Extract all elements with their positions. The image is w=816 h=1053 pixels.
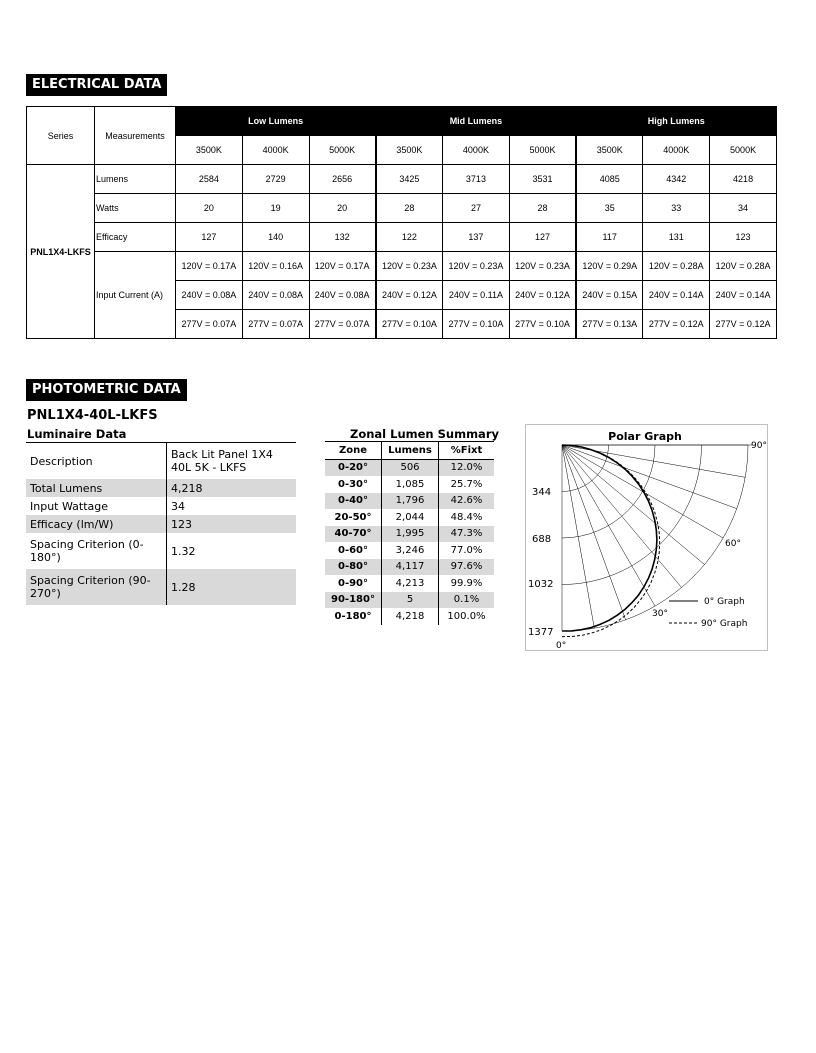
- electrical-table: [26, 106, 777, 339]
- luminaire-value: 34: [167, 497, 297, 515]
- kelvin-header: 4000K: [643, 136, 710, 165]
- series-name: PNL1X4-LKFS: [27, 165, 95, 339]
- table-cell: 4085: [576, 165, 643, 194]
- table-cell: 127: [176, 223, 243, 252]
- table-cell: 3425: [376, 165, 443, 194]
- zonal-zone: 0-20°: [325, 459, 382, 476]
- table-row: [27, 194, 777, 223]
- zonal-lumens: 1,796: [382, 493, 439, 510]
- zonal-fixt: 47.3%: [439, 526, 495, 543]
- zonal-row: [325, 608, 494, 625]
- zonal-row: [325, 476, 494, 493]
- zonal-zone: 0-90°: [337, 577, 369, 589]
- zonal-lumens: 2,044: [382, 509, 439, 526]
- table-cell: 240V = 0.08A: [176, 281, 243, 310]
- table-cell: 35: [576, 194, 643, 223]
- legend-90-label: 90° Graph: [701, 619, 748, 629]
- table-cell: 277V = 0.07A: [242, 310, 309, 339]
- table-cell: 120V = 0.29A: [576, 252, 643, 281]
- polar-curves: [562, 445, 660, 637]
- series-header: Series: [27, 107, 95, 165]
- table-cell: 240V = 0.12A: [376, 281, 443, 310]
- table-cell: 240V = 0.08A: [242, 281, 309, 310]
- table-cell: 120V = 0.28A: [710, 252, 777, 281]
- luminaire-value: 1.32: [167, 533, 297, 569]
- radial-label-1377: 1377: [528, 627, 554, 638]
- kelvin-header: 3500K: [376, 136, 443, 165]
- table-cell: 117: [576, 223, 643, 252]
- zonal-row: [325, 559, 494, 576]
- kelvin-header: 4000K: [242, 136, 309, 165]
- zonal-zone: 0-60°: [337, 544, 369, 556]
- table-cell: 20: [176, 194, 243, 223]
- table-cell: 240V = 0.15A: [576, 281, 643, 310]
- angle-label-0: 0°: [556, 641, 567, 650]
- table-cell: 2584: [176, 165, 243, 194]
- table-cell: 120V = 0.17A: [176, 252, 243, 281]
- zonal-fixt: 100.0%: [447, 610, 486, 622]
- zonal-lumens: 5: [382, 592, 439, 609]
- luminaire-key: Description: [26, 443, 167, 480]
- table-cell: 19: [242, 194, 309, 223]
- kelvin-header: 3500K: [576, 136, 643, 165]
- table-cell: 2656: [309, 165, 376, 194]
- zonal-row: [325, 493, 494, 510]
- zonal-title: Zonal Lumen Summary: [350, 427, 499, 441]
- luminaire-row: [26, 479, 296, 497]
- kelvin-header: 5000K: [710, 136, 777, 165]
- kelvin-header: 3500K: [176, 136, 243, 165]
- zonal-lumens: 1,085: [382, 476, 439, 493]
- zonal-zone: 0-30°: [337, 478, 369, 490]
- table-cell: 277V = 0.10A: [376, 310, 443, 339]
- polar-spoke: [562, 445, 626, 620]
- table-cell: 4342: [643, 165, 710, 194]
- table-row: [27, 165, 777, 194]
- zonal-row: [325, 526, 494, 543]
- luminaire-value: Back Lit Panel 1X4 40L 5K - LKFS: [167, 443, 297, 480]
- group-header-mid: Mid Lumens: [376, 107, 576, 136]
- angle-label-30: 30°: [652, 609, 668, 619]
- measurements-header: Measurements: [95, 107, 176, 165]
- radial-label-1032: 1032: [528, 579, 554, 590]
- table-row: [27, 252, 777, 281]
- angle-label-90: 90°: [751, 441, 767, 451]
- table-cell: 28: [509, 194, 576, 223]
- zonal-fixt: 77.0%: [450, 544, 483, 556]
- zonal-zone: 0-180°: [334, 610, 372, 622]
- group-header-high: High Lumens: [576, 107, 776, 136]
- radial-label-344: 344: [532, 487, 552, 498]
- zonal-zone: 20-50°: [334, 511, 372, 523]
- polar-curve-90: [562, 445, 660, 637]
- legend-0-label: 0° Graph: [704, 597, 745, 607]
- zonal-row: [325, 575, 494, 592]
- zonal-lumens: 1,995: [382, 526, 439, 543]
- zonal-row: [325, 509, 494, 526]
- zonal-row: [325, 459, 494, 476]
- table-cell: 240V = 0.14A: [643, 281, 710, 310]
- electrical-section-title: ELECTRICAL DATA: [26, 74, 167, 96]
- zonal-lumens: 506: [382, 459, 439, 476]
- zonal-fixt: 97.6%: [439, 559, 495, 576]
- table-cell: 277V = 0.07A: [176, 310, 243, 339]
- zonal-header-fixt: %Fixt: [439, 442, 495, 460]
- luminaire-data-title: Luminaire Data: [27, 427, 127, 441]
- luminaire-key: Total Lumens: [26, 479, 167, 497]
- zonal-header-zone: Zone: [325, 442, 382, 460]
- zonal-lumens: 4,213: [382, 575, 439, 592]
- table-cell: 122: [376, 223, 443, 252]
- table-cell: 277V = 0.07A: [309, 310, 376, 339]
- polar-graph: [525, 424, 768, 651]
- luminaire-key: Input Wattage: [30, 499, 109, 513]
- luminaire-row: [26, 497, 296, 515]
- zonal-fixt: 12.0%: [439, 459, 495, 476]
- zonal-row: [325, 592, 494, 609]
- table-cell: 240V = 0.12A: [509, 281, 576, 310]
- polar-spoke: [562, 445, 704, 565]
- table-cell: 120V = 0.16A: [242, 252, 309, 281]
- table-cell: 120V = 0.28A: [643, 252, 710, 281]
- luminaire-row: [26, 533, 296, 569]
- zonal-fixt: 99.9%: [450, 577, 483, 589]
- polar-title: Polar Graph: [608, 430, 682, 443]
- model-number: PNL1X4-40L-LKFS: [27, 408, 158, 423]
- table-cell: 27: [443, 194, 510, 223]
- zonal-lumens: 3,246: [382, 542, 439, 559]
- luminaire-row: [26, 569, 296, 605]
- table-cell: 277V = 0.12A: [710, 310, 777, 339]
- table-cell: 140: [242, 223, 309, 252]
- table-cell: 240V = 0.11A: [443, 281, 510, 310]
- zonal-fixt: 48.4%: [450, 511, 483, 523]
- zonal-fixt: 25.7%: [450, 478, 483, 490]
- kelvin-header: 5000K: [309, 136, 376, 165]
- table-cell: 120V = 0.23A: [376, 252, 443, 281]
- kelvin-header: 4000K: [443, 136, 510, 165]
- table-cell: 131: [643, 223, 710, 252]
- zonal-zone: 0-80°: [325, 559, 382, 576]
- measurement-label: Watts: [95, 194, 176, 223]
- table-cell: 4218: [710, 165, 777, 194]
- measurement-label: Efficacy: [95, 223, 176, 252]
- table-cell: 20: [309, 194, 376, 223]
- luminaire-table: [26, 442, 296, 605]
- table-row: [27, 223, 777, 252]
- input-current-label: Input Current (A): [95, 252, 176, 339]
- zonal-lumens: 4,218: [382, 608, 439, 625]
- luminaire-value: 1.28: [167, 569, 297, 605]
- zonal-zone: 40-70°: [325, 526, 382, 543]
- table-cell: 2729: [242, 165, 309, 194]
- zonal-zone: 90-180°: [325, 592, 382, 609]
- table-cell: 132: [309, 223, 376, 252]
- table-cell: 33: [643, 194, 710, 223]
- luminaire-value: 4,218: [167, 479, 297, 497]
- zonal-row: [325, 542, 494, 559]
- luminaire-key: Spacing Criterion (90-270°): [26, 569, 167, 605]
- zonal-fixt: 0.1%: [439, 592, 495, 609]
- photometric-section-title: PHOTOMETRIC DATA: [26, 379, 187, 401]
- zonal-header-lumens: Lumens: [382, 442, 439, 460]
- table-cell: 277V = 0.10A: [509, 310, 576, 339]
- table-cell: 277V = 0.10A: [443, 310, 510, 339]
- table-cell: 120V = 0.17A: [309, 252, 376, 281]
- luminaire-key: Spacing Criterion (0-180°): [30, 538, 144, 564]
- zonal-zone: 0-40°: [325, 493, 382, 510]
- luminaire-row: [26, 515, 296, 533]
- table-cell: 277V = 0.13A: [576, 310, 643, 339]
- table-cell: 123: [710, 223, 777, 252]
- table-cell: 240V = 0.08A: [309, 281, 376, 310]
- table-cell: 240V = 0.14A: [710, 281, 777, 310]
- table-cell: 137: [443, 223, 510, 252]
- luminaire-value: 123: [167, 515, 297, 533]
- table-cell: 34: [710, 194, 777, 223]
- table-cell: 3713: [443, 165, 510, 194]
- table-cell: 120V = 0.23A: [443, 252, 510, 281]
- angle-label-60: 60°: [725, 539, 741, 549]
- zonal-lumens: 4,117: [382, 559, 439, 576]
- luminaire-key: Efficacy (lm/W): [26, 515, 167, 533]
- measurement-label: Lumens: [95, 165, 176, 194]
- table-cell: 28: [376, 194, 443, 223]
- table-cell: 127: [509, 223, 576, 252]
- luminaire-row: [26, 443, 296, 480]
- radial-label-688: 688: [532, 534, 552, 545]
- table-cell: 3531: [509, 165, 576, 194]
- table-cell: 120V = 0.23A: [509, 252, 576, 281]
- polar-curve-0: [562, 445, 657, 631]
- zonal-table: [325, 441, 494, 625]
- zonal-fixt: 42.6%: [439, 493, 495, 510]
- kelvin-header: 5000K: [509, 136, 576, 165]
- polar-graph-svg: [526, 425, 767, 650]
- table-cell: 277V = 0.12A: [643, 310, 710, 339]
- group-header-low: Low Lumens: [176, 107, 376, 136]
